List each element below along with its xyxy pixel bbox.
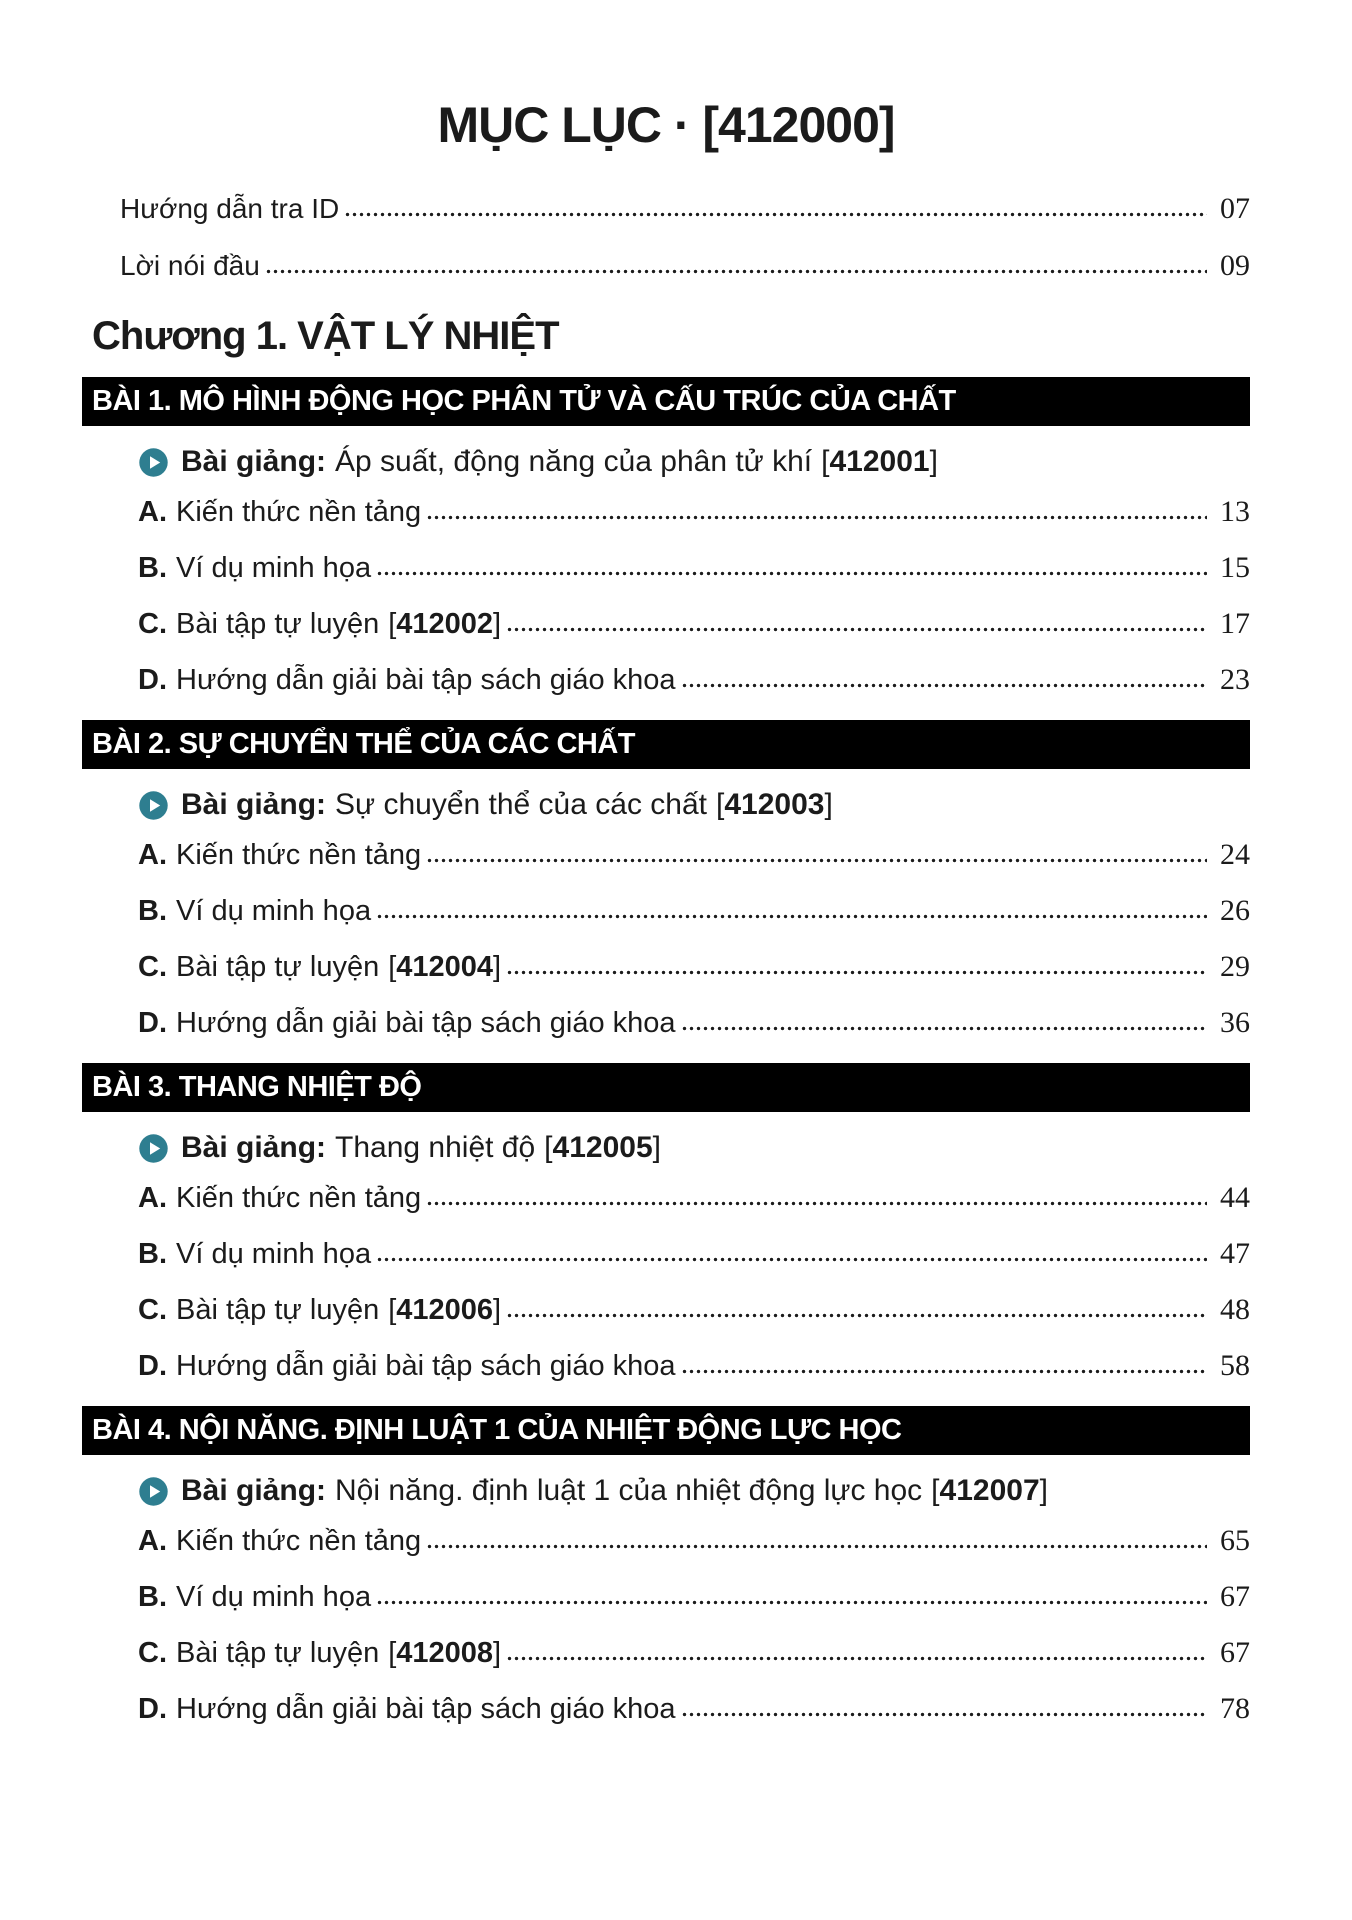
page-number: 23 <box>1220 663 1250 696</box>
lecture-row <box>138 1129 1250 1167</box>
page-number: 44 <box>1220 1181 1250 1214</box>
bracket-open: [ <box>388 951 397 983</box>
item-label: Bài tập tự luyện <box>176 1637 380 1669</box>
lecture-label: Bài giảng: <box>181 445 327 478</box>
item-id <box>388 950 501 984</box>
item-letter: B. <box>138 552 167 584</box>
dot-leader <box>681 1026 1207 1032</box>
toc-item <box>138 883 1250 939</box>
item-letter: B. <box>138 1238 167 1270</box>
dot-leader <box>426 1201 1207 1207</box>
front-matter-label: Hướng dẫn tra ID <box>120 193 340 224</box>
item-label: Bài tập tự luyện <box>176 608 380 640</box>
lecture-id <box>716 786 833 824</box>
lesson-banner <box>82 720 1250 769</box>
item-letter: D. <box>138 1350 167 1382</box>
bracket-close: ] <box>929 445 938 478</box>
item-label: Kiến thức nền tảng <box>176 496 422 528</box>
item-label: Kiến thức nền tảng <box>176 1525 422 1557</box>
item-letter: A. <box>138 1525 167 1557</box>
item-label: Hướng dẫn giải bài tập sách giáo khoa <box>176 1350 676 1382</box>
play-icon <box>138 447 169 478</box>
toc-item <box>138 652 1250 708</box>
item-id <box>388 607 501 641</box>
page-number: 65 <box>1220 1524 1250 1557</box>
dot-leader <box>681 1712 1207 1718</box>
bracket-close: ] <box>652 1131 661 1164</box>
toc-item <box>138 1681 1250 1737</box>
lecture-id <box>544 1129 661 1167</box>
page-number: 13 <box>1220 495 1250 528</box>
lecture-row <box>138 1472 1250 1510</box>
dot-leader <box>506 1313 1207 1319</box>
item-letter: C. <box>138 1294 167 1326</box>
item-label: Ví dụ minh họa <box>176 552 372 584</box>
item-letter: A. <box>138 496 167 528</box>
item-letter: B. <box>138 895 167 927</box>
lesson-banner-title: BÀI 2. SỰ CHUYỂN THỂ CỦA CÁC CHẤT <box>92 728 636 760</box>
item-label: Ví dụ minh họa <box>176 895 372 927</box>
toc-item <box>138 540 1250 596</box>
front-matter-row <box>120 237 1250 294</box>
lesson-banner <box>82 1406 1250 1455</box>
lesson-banner-title: BÀI 4. NỘI NĂNG. ĐỊNH LUẬT 1 CỦA NHIỆT ĐỘNG LỰC HỌC <box>92 1414 902 1446</box>
toc-item <box>138 1282 1250 1338</box>
bracket-close: ] <box>1039 1474 1048 1507</box>
lesson-banner <box>82 1063 1250 1112</box>
lecture-id <box>821 443 938 481</box>
lecture-id-number: 412005 <box>552 1131 653 1164</box>
page-number: 36 <box>1220 1006 1250 1039</box>
bracket-open: [ <box>715 788 725 821</box>
item-letter: C. <box>138 951 167 983</box>
item-label: Kiến thức nền tảng <box>176 1182 422 1214</box>
item-letter: D. <box>138 1007 167 1039</box>
dot-leader <box>376 571 1207 577</box>
bracket-open: [ <box>544 1131 553 1164</box>
lesson-section-3 <box>82 1063 1250 1394</box>
page-number: 58 <box>1220 1349 1250 1382</box>
toc-item <box>138 1513 1250 1569</box>
toc-item <box>138 1625 1250 1681</box>
item-letter: D. <box>138 664 167 696</box>
dot-leader <box>265 269 1207 275</box>
page-number: 29 <box>1220 950 1250 983</box>
lecture-title: Nội năng. định luật 1 của nhiệt động lực học <box>335 1474 923 1507</box>
toc-item <box>138 1226 1250 1282</box>
lesson-banner <box>82 377 1250 426</box>
bracket-open: [ <box>388 1637 397 1669</box>
toc-item <box>138 939 1250 995</box>
dot-leader <box>681 1369 1207 1375</box>
lesson-section-2 <box>82 720 1250 1051</box>
item-letter: C. <box>138 1637 167 1669</box>
item-label: Hướng dẫn giải bài tập sách giáo khoa <box>176 664 676 696</box>
page-number: 47 <box>1220 1237 1250 1270</box>
play-icon <box>138 1476 169 1507</box>
page-number: 09 <box>1220 249 1250 282</box>
dot-leader <box>376 914 1207 920</box>
bracket-close: ] <box>493 608 502 640</box>
bracket-open: [ <box>931 1474 940 1507</box>
toc-item <box>138 1338 1250 1394</box>
item-letter: A. <box>138 839 167 871</box>
page-number: 67 <box>1220 1580 1250 1613</box>
dot-leader <box>376 1600 1207 1606</box>
item-id <box>388 1636 501 1670</box>
lesson-section-4 <box>82 1406 1250 1737</box>
toc-item <box>138 827 1250 883</box>
front-matter-row <box>120 180 1250 237</box>
toc-page <box>82 0 1250 1737</box>
toc-item <box>138 1569 1250 1625</box>
page-number: 24 <box>1220 838 1250 871</box>
toc-item <box>138 995 1250 1051</box>
chapter-heading: Chương 1. VẬT LÝ NHIỆT <box>92 314 559 358</box>
page-number: 15 <box>1220 551 1250 584</box>
bracket-close: ] <box>493 1637 502 1669</box>
dot-leader <box>376 1257 1207 1263</box>
lecture-id-number: 412007 <box>939 1474 1040 1507</box>
item-label: Bài tập tự luyện <box>176 951 380 983</box>
play-icon <box>138 790 169 821</box>
item-label: Kiến thức nền tảng <box>176 839 422 871</box>
lecture-title: Sự chuyển thể của các chất <box>335 788 707 821</box>
bracket-close: ] <box>493 951 502 983</box>
lecture-row <box>138 443 1250 481</box>
play-icon <box>138 1133 169 1164</box>
lecture-id-number: 412001 <box>829 445 930 478</box>
bracket-open: [ <box>388 1294 397 1326</box>
lecture-label: Bài giảng: <box>181 1474 327 1507</box>
lecture-label: Bài giảng: <box>181 788 327 821</box>
item-id-number: 412004 <box>396 951 494 983</box>
dot-leader <box>506 970 1207 976</box>
dot-leader <box>344 212 1207 218</box>
dot-leader <box>426 858 1207 864</box>
dot-leader <box>506 627 1207 633</box>
item-letter: C. <box>138 608 167 640</box>
item-id <box>388 1293 501 1327</box>
item-label: Bài tập tự luyện <box>176 1294 380 1326</box>
page-number: 67 <box>1220 1636 1250 1669</box>
page-number: 07 <box>1220 192 1250 225</box>
lecture-row <box>138 786 1250 824</box>
item-id-number: 412008 <box>396 1637 494 1669</box>
item-id-number: 412006 <box>396 1294 494 1326</box>
lecture-title: Áp suất, động năng của phân tử khí <box>335 445 813 478</box>
item-letter: A. <box>138 1182 167 1214</box>
item-label: Hướng dẫn giải bài tập sách giáo khoa <box>176 1693 676 1725</box>
lesson-banner-title: BÀI 3. THANG NHIỆT ĐỘ <box>92 1071 422 1103</box>
bracket-close: ] <box>824 788 833 821</box>
lecture-id-number: 412003 <box>724 788 825 821</box>
dot-leader <box>426 515 1207 521</box>
page-number: 48 <box>1220 1293 1250 1326</box>
page-number: 26 <box>1220 894 1250 927</box>
dot-leader <box>506 1656 1207 1662</box>
toc-item <box>138 1170 1250 1226</box>
page-number: 17 <box>1220 607 1250 640</box>
item-id-number: 412002 <box>396 608 494 640</box>
front-matter-label: Lời nói đầu <box>120 250 260 281</box>
item-label: Ví dụ minh họa <box>176 1581 372 1613</box>
item-label: Ví dụ minh họa <box>176 1238 372 1270</box>
item-label: Hướng dẫn giải bài tập sách giáo khoa <box>176 1007 676 1039</box>
toc-item <box>138 484 1250 540</box>
page-number: 78 <box>1220 1692 1250 1725</box>
dot-leader <box>426 1544 1207 1550</box>
page-title: MỤC LỤC · [412000] <box>437 97 895 153</box>
lecture-title: Thang nhiệt độ <box>335 1131 536 1164</box>
lecture-id <box>931 1472 1048 1510</box>
lesson-banner-title: BÀI 1. MÔ HÌNH ĐỘNG HỌC PHÂN TỬ VÀ CẤU TRÚC CỦA CHẤT <box>92 385 956 417</box>
dot-leader <box>681 683 1207 689</box>
lecture-label: Bài giảng: <box>181 1131 327 1164</box>
lesson-section-1 <box>82 377 1250 708</box>
bracket-open: [ <box>821 445 830 478</box>
item-letter: D. <box>138 1693 167 1725</box>
toc-item <box>138 596 1250 652</box>
bracket-open: [ <box>388 608 397 640</box>
bracket-close: ] <box>493 1294 502 1326</box>
item-letter: B. <box>138 1581 167 1613</box>
